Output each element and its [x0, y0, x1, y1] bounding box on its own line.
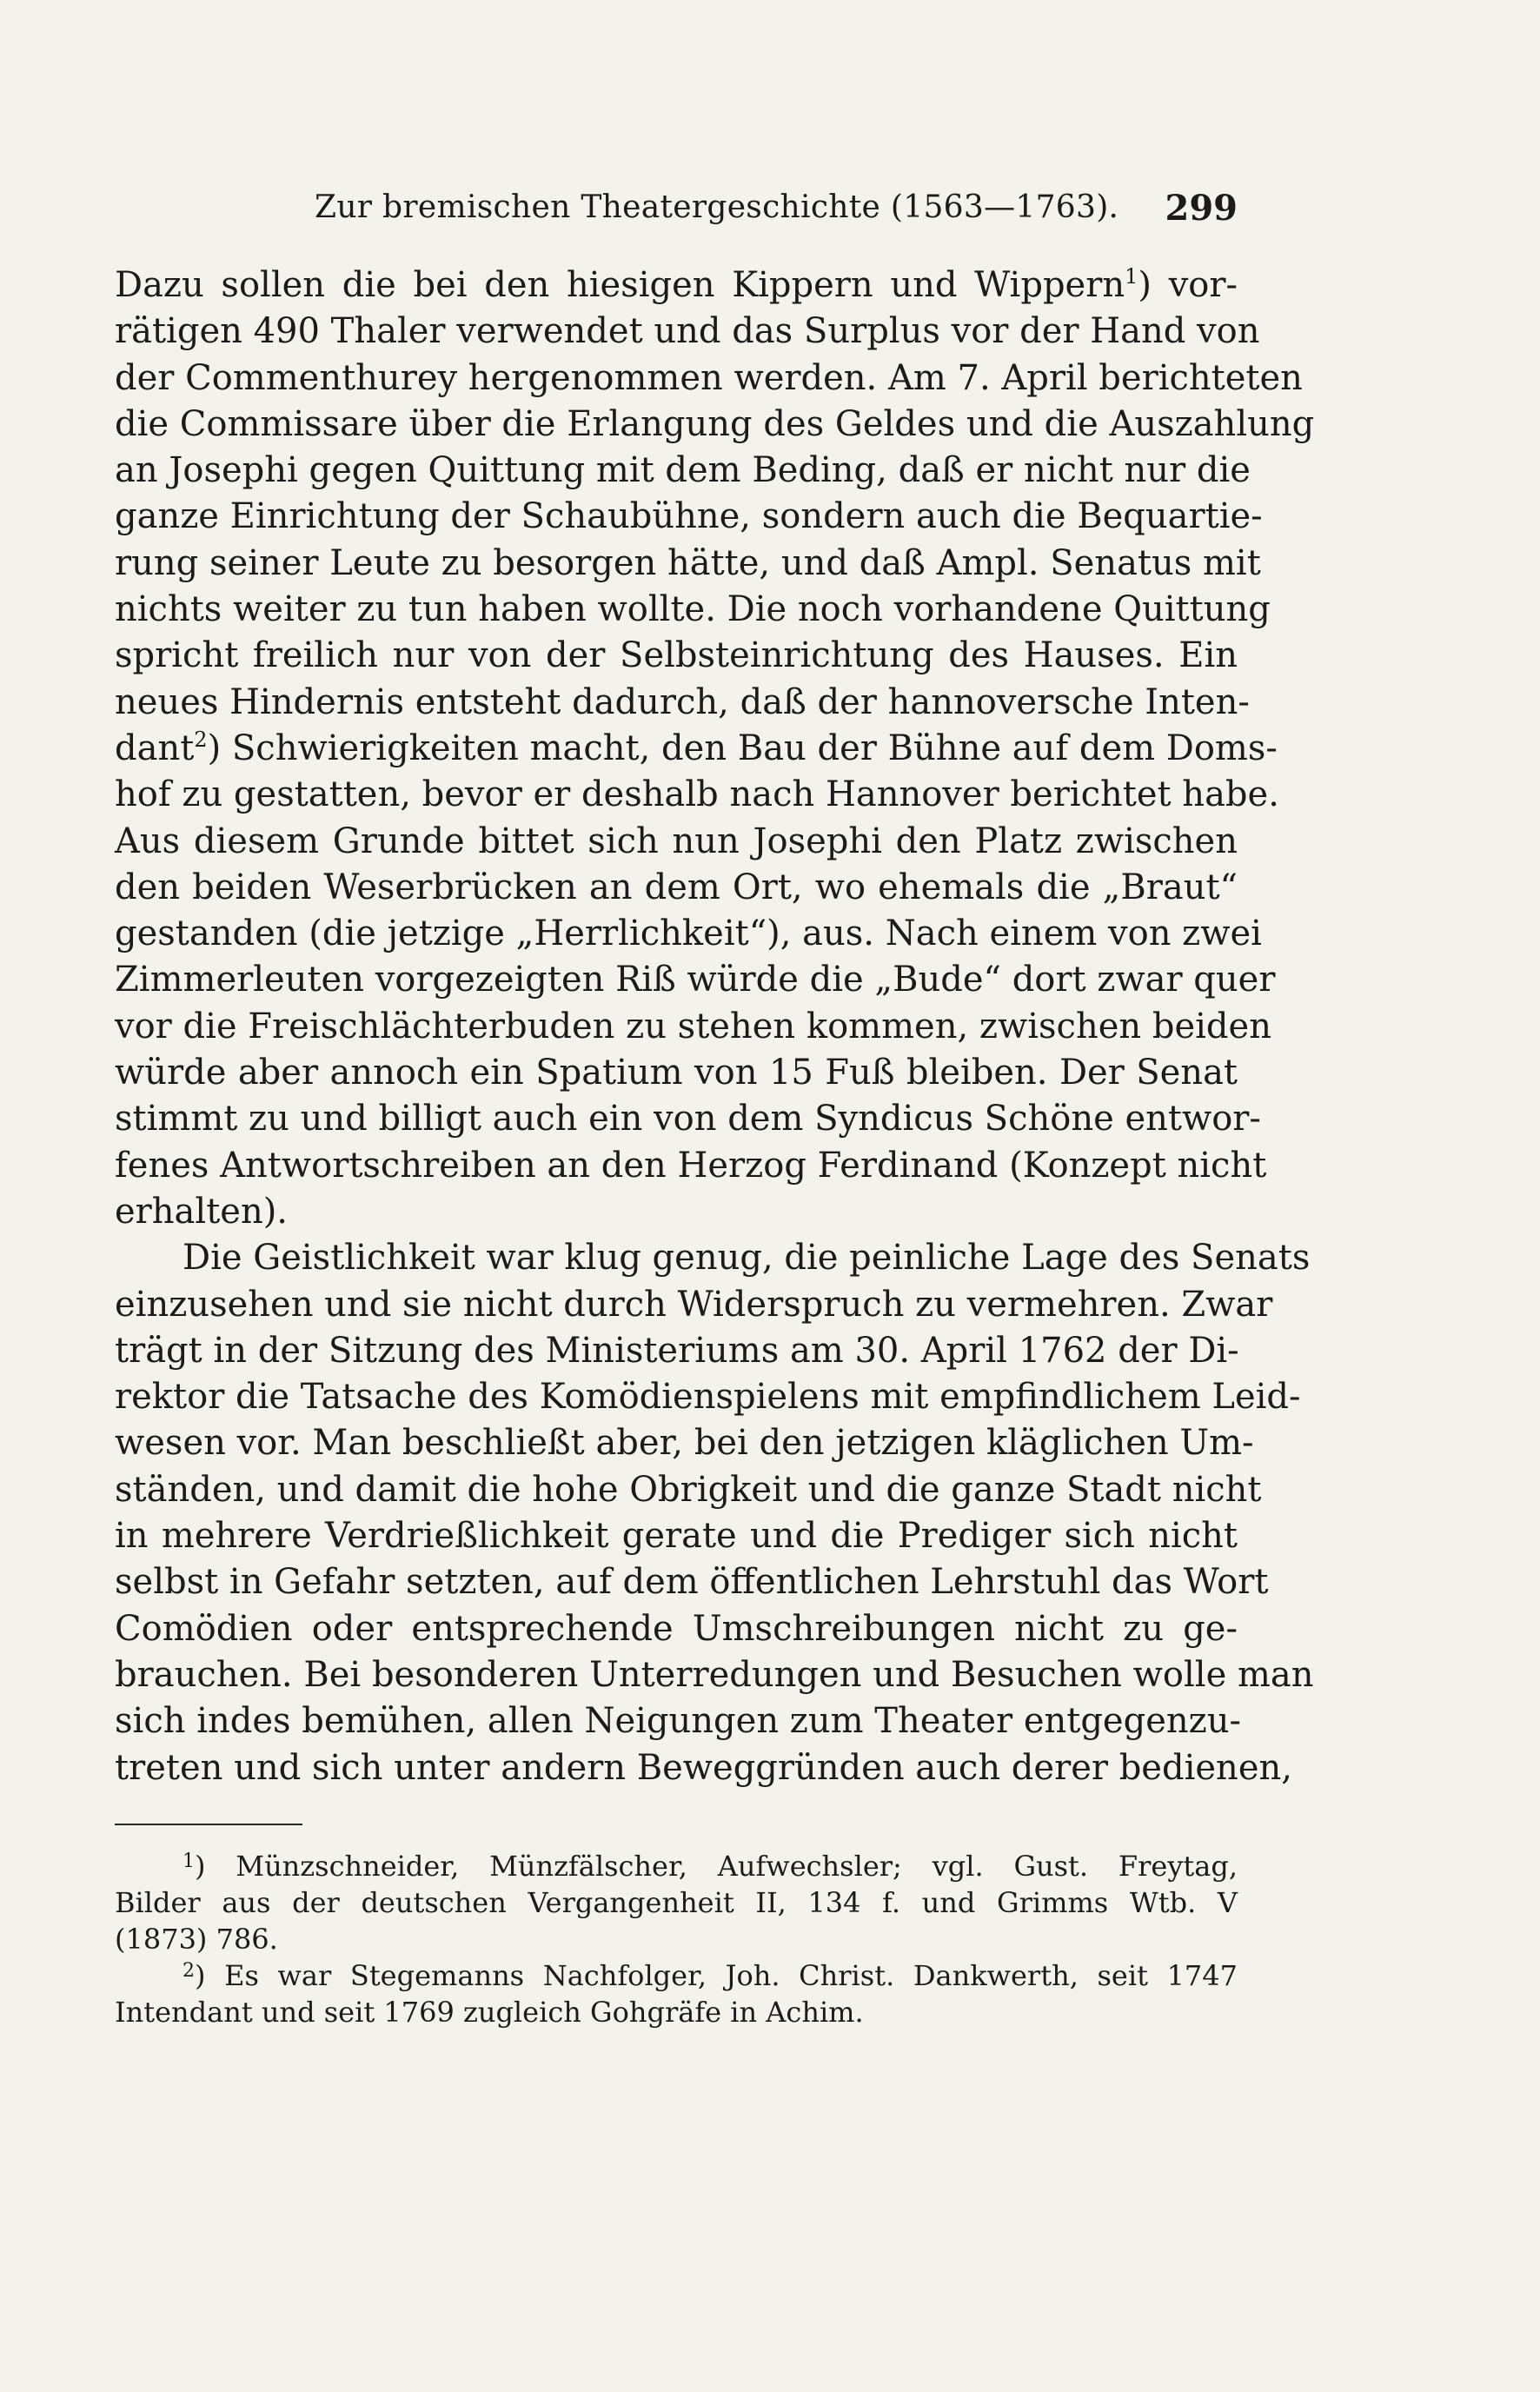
body-line-text: brauchen. Bei besonderen Unterredungen und Besuchen wolle man	[115, 1654, 1314, 1695]
body-line	[115, 1374, 1301, 1420]
body-line	[115, 1050, 1238, 1096]
body-line-text: nichts weiter zu tun haben wollte. Die noch vorhandene Quittung	[115, 589, 1271, 630]
body-line-text: sich indes bemühen, allen Neigungen zum Theater entgegenzu-	[115, 1701, 1241, 1742]
footnote-line	[115, 1994, 1238, 2030]
body-line-text: Comödien oder entsprechende Umschreibungen nicht zu ge-	[115, 1608, 1238, 1649]
footnote-line	[115, 1884, 1238, 1921]
body-line-text: den beiden Weserbrücken an dem Ort, wo ehemals die „Braut“	[115, 867, 1238, 907]
body-line	[115, 494, 1263, 540]
running-title: Zur bremischen Theatergeschichte (1563—1763).	[315, 189, 1119, 225]
footnote-text: Bilder aus der deutschen Vergangenheit II, 134 f. und Grimms Wtb. V	[115, 1886, 1238, 1919]
footnote-text: (1873) 786.	[115, 1923, 278, 1956]
body-line-text: Zimmerleuten vorgezeigten Riß würde die „Bude“ dort zwar quer	[115, 960, 1276, 1000]
footnote-marker: 1	[183, 1850, 195, 1872]
body-line	[115, 1004, 1271, 1050]
body-line	[115, 1745, 1292, 1791]
body-line-text: in mehrere Verdrießlichkeit gerate und die Prediger sich nicht	[115, 1516, 1238, 1557]
body-line	[115, 587, 1271, 633]
body-line-text: an Josephi gegen Quittung mit dem Beding, daß er nicht nur die	[115, 450, 1251, 491]
body-line	[115, 1467, 1262, 1513]
body-line-text: stimmt zu und billigt auch ein von dem Syndicus Schöne entwor-	[115, 1099, 1261, 1140]
body-line-text: rätigen 490 Thaler verwendet und das Surplus vor der Hand von	[115, 311, 1260, 352]
body-line	[115, 726, 1278, 772]
body-line-text: ganze Einrichtung der Schaubühne, sondern auch die Bequartie-	[115, 496, 1263, 537]
body-line-text: einzusehen und sie nicht durch Widerspruch zu vermehren. Zwar	[115, 1284, 1273, 1325]
body-line-text: wesen vor. Man beschließt aber, bei den jetzigen kläglichen Um-	[115, 1423, 1254, 1464]
body-line	[115, 772, 1279, 818]
body-line-text: gestanden (die jetzige „Herrlichkeit“), aus. Nach einem von zwei	[115, 914, 1262, 954]
body-line-text: trägt in der Sitzung des Ministeriums am 30. April 1762 der Di-	[115, 1330, 1239, 1371]
body-line-text-continued: ) vor-	[1138, 265, 1238, 305]
body-line	[115, 957, 1276, 1003]
body-line	[115, 1513, 1238, 1559]
footnote-separator	[115, 1824, 302, 1825]
body-line	[115, 1096, 1261, 1142]
body-line-text: Aus diesem Grunde bittet sich nun Josephi den Platz zwischen	[115, 821, 1238, 861]
body-line-text: Dazu sollen die bei den hiesigen Kippern und Wippern	[115, 265, 1125, 305]
body-line-text: spricht freilich nur von der Selbsteinrichtung des Hauses. Ein	[115, 635, 1238, 676]
body-line	[115, 633, 1238, 679]
body-line	[115, 1143, 1267, 1189]
body-line-text: rung seiner Leute zu besorgen hätte, und daß Ampl. Senatus mit	[115, 542, 1261, 583]
body-line	[115, 355, 1303, 402]
body-line	[115, 402, 1315, 448]
body-line	[115, 541, 1261, 587]
body-line	[115, 911, 1262, 957]
page-header	[115, 189, 1238, 238]
body-line	[115, 1328, 1238, 1374]
body-line-text: Die Geistlichkeit war klug genug, die peinliche Lage des Senats	[183, 1238, 1311, 1279]
footnote-text: Intendant und seit 1769 zugleich Gohgräfe in Achim.	[115, 1996, 864, 2029]
footnote-reference[interactable]: 2	[194, 727, 208, 752]
body-line-text: neues Hindernis entsteht dadurch, daß der hannoversche Inten-	[115, 681, 1250, 722]
body-line-text: rektor die Tatsache des Komödienspielens mit empfindlichem Leid-	[115, 1377, 1301, 1418]
page-number: 299	[1165, 188, 1238, 229]
body-line	[115, 865, 1238, 911]
body-line	[115, 448, 1251, 494]
body-line-text: erhalten).	[115, 1191, 289, 1232]
footnote-marker: 2	[183, 1960, 195, 1982]
body-line-text: dant	[115, 728, 195, 768]
footnotes	[115, 1848, 1238, 2030]
body-line	[115, 819, 1238, 865]
body-line	[115, 1559, 1269, 1605]
body-line	[115, 1235, 1311, 1281]
body-line	[115, 1652, 1314, 1698]
body-line-text: die Commissare über die Erlangung des Geldes und die Auszahlung	[115, 403, 1315, 444]
body-line-text: selbst in Gefahr setzten, auf dem öffentlichen Lehrstuhl das Wort	[115, 1562, 1269, 1603]
body-line	[115, 309, 1260, 355]
footnote-reference[interactable]: 1	[1125, 264, 1138, 289]
body-line-text: ständen, und damit die hohe Obrigkeit und die ganze Stadt nicht	[115, 1469, 1262, 1510]
body-line	[115, 1420, 1254, 1466]
body-line-text-continued: ) Schwierigkeiten macht, den Bau der Bühne auf dem Doms-	[207, 728, 1278, 768]
body-text	[115, 262, 1315, 1791]
body-line-text: vor die Freischlächterbuden zu stehen kommen, zwischen beiden	[115, 1006, 1271, 1046]
footnote-line	[115, 1848, 1238, 1884]
footnote-text: ) Münzschneider, Münzfälscher, Aufwechsler; vgl. Gust. Freytag,	[195, 1850, 1238, 1883]
body-line	[115, 1606, 1238, 1652]
body-line	[115, 1698, 1241, 1744]
body-line-text: der Commenthurey hergenommen werden. Am 7. April berichteten	[115, 357, 1303, 398]
body-line-text: würde aber annoch ein Spatium von 15 Fuß bleiben. Der Senat	[115, 1053, 1238, 1093]
footnote-line	[115, 1921, 1238, 1957]
body-line	[115, 680, 1250, 726]
footnote-line	[115, 1957, 1238, 1994]
body-line-text: hof zu gestatten, bevor er deshalb nach Hannover berichtet habe.	[115, 774, 1279, 815]
body-line-text: treten und sich unter andern Beweggründen auch derer bedienen,	[115, 1747, 1292, 1788]
body-line	[115, 1189, 1238, 1235]
body-line-text: fenes Antwortschreiben an den Herzog Ferdinand (Konzept nicht	[115, 1145, 1267, 1186]
footnote-text: ) Es war Stegemanns Nachfolger, Joh. Christ. Dankwerth, seit 1747	[195, 1959, 1238, 1992]
body-line	[115, 1282, 1273, 1328]
body-line	[115, 262, 1238, 309]
